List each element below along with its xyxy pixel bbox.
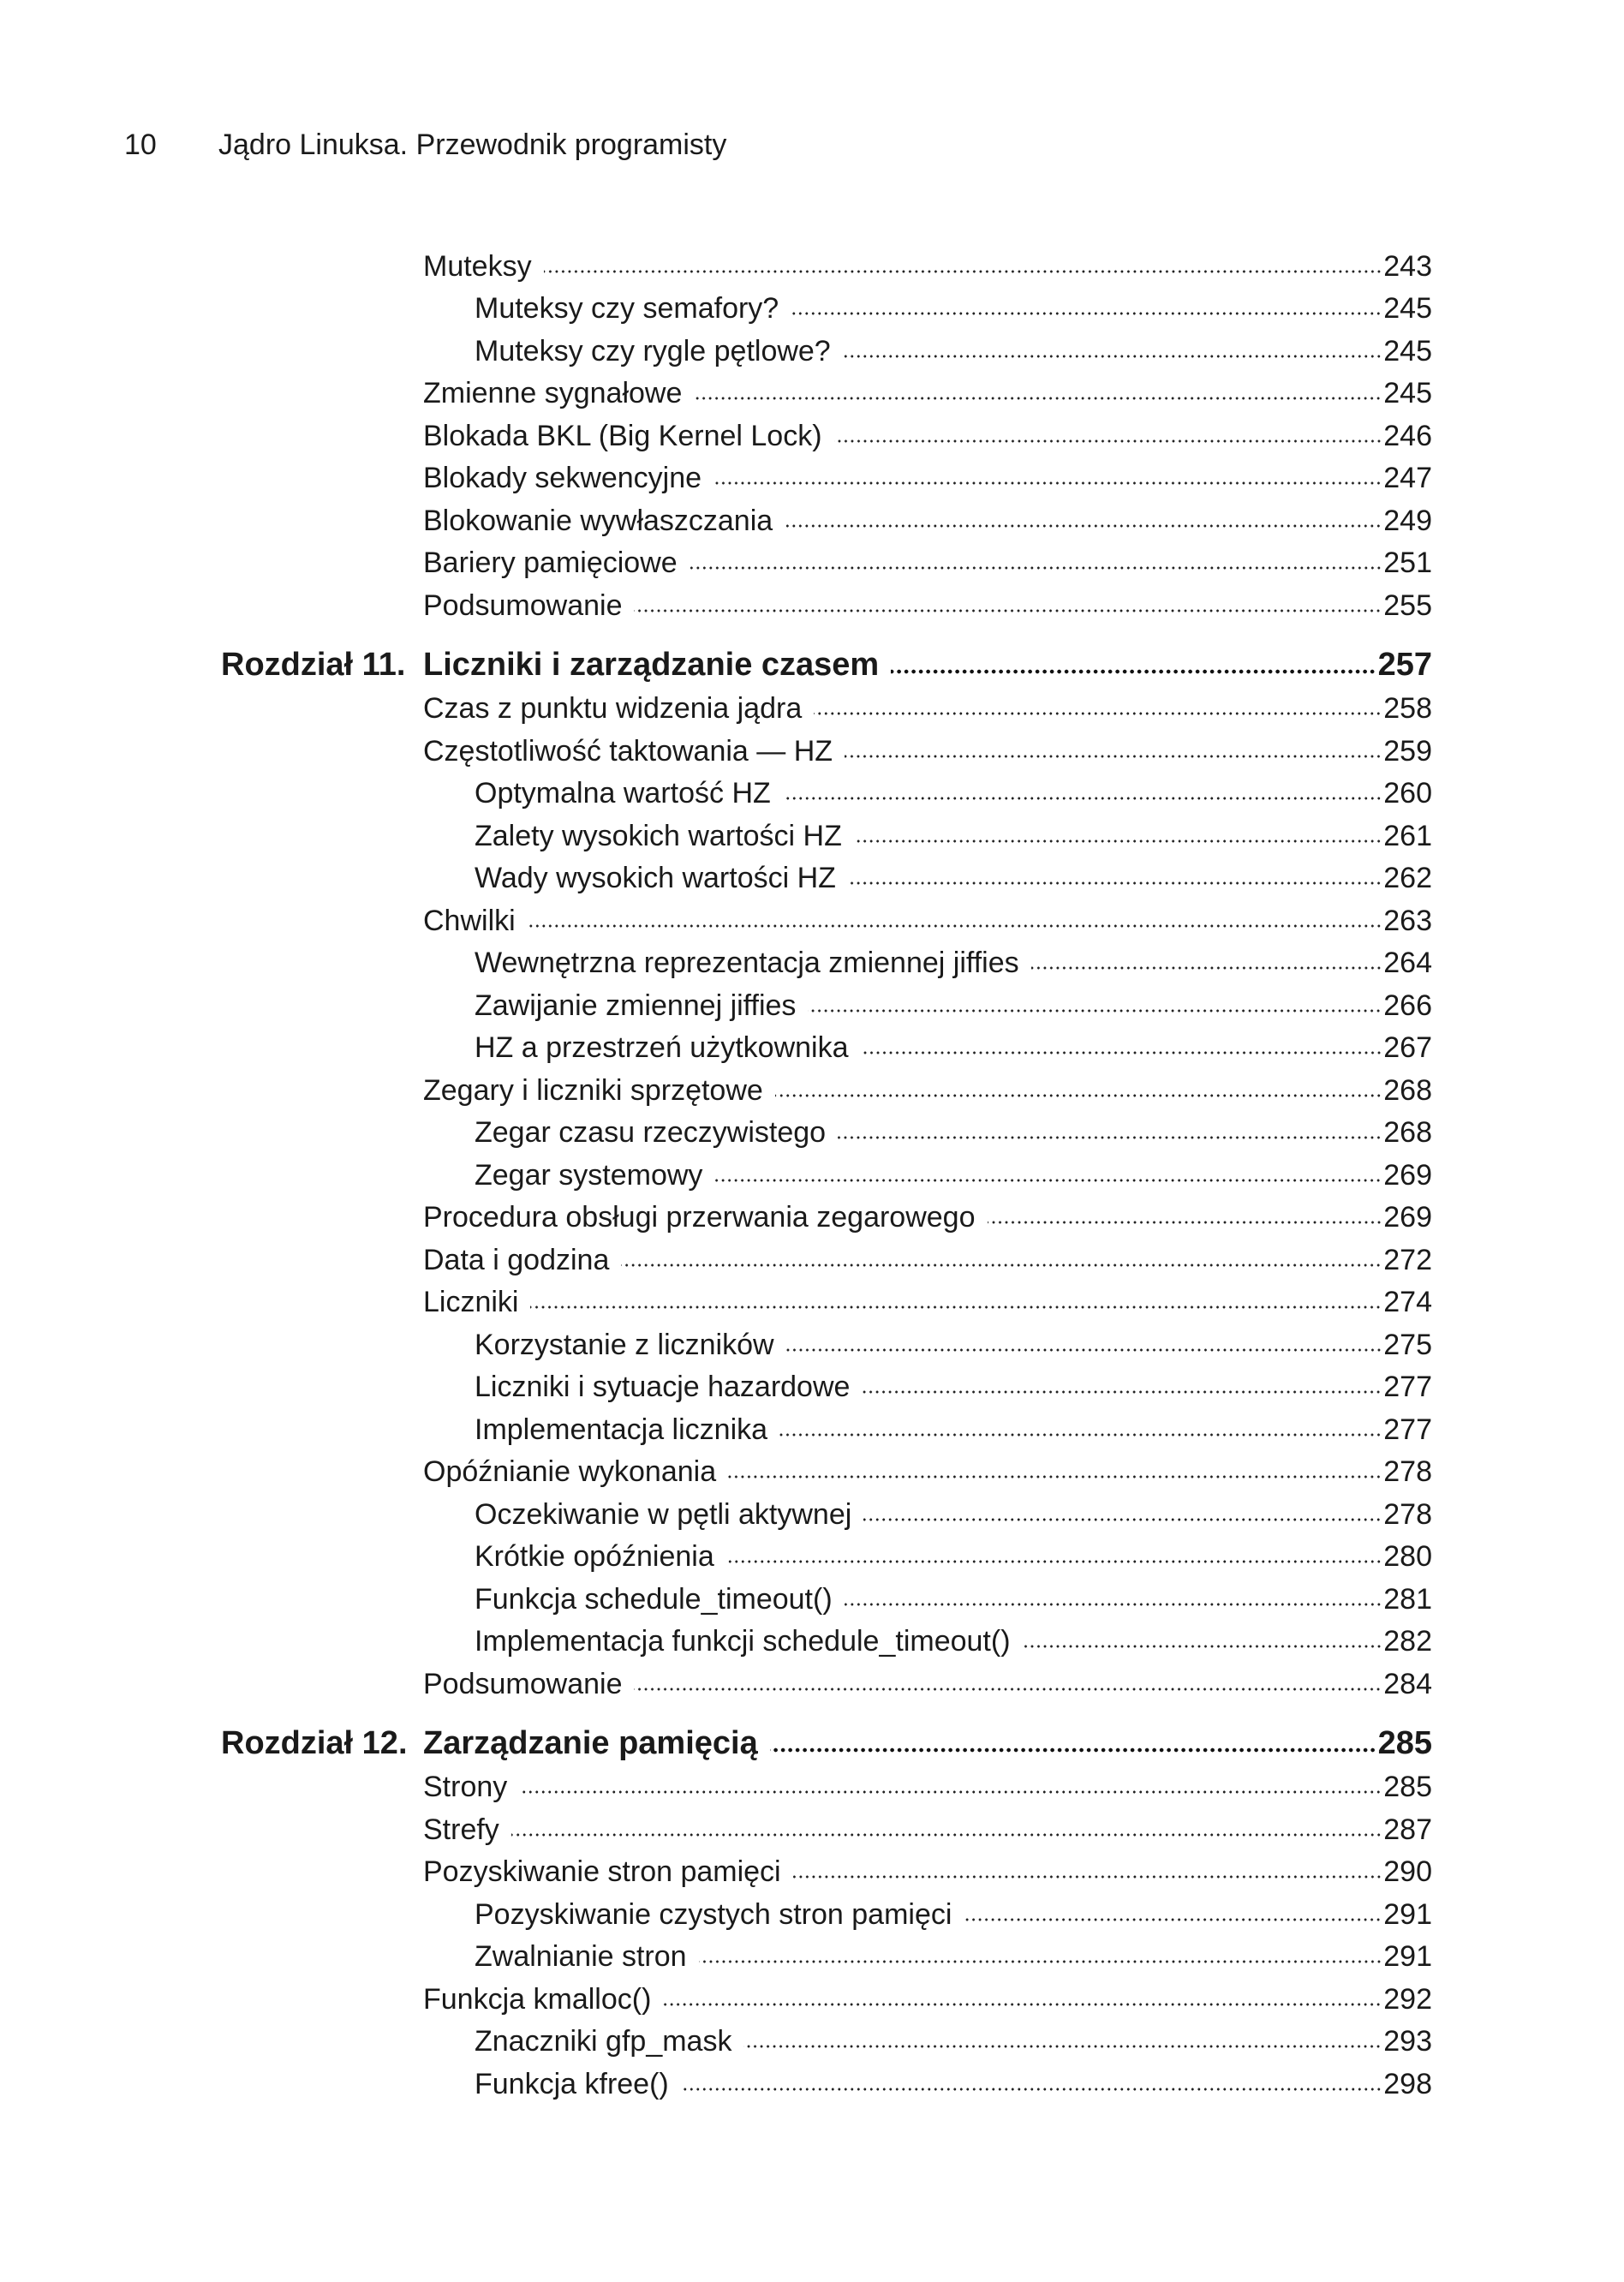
toc-entry [0,1804,1624,1847]
toc-entry-page: 291 [1383,1940,1432,1973]
toc-entry-page: 260 [1383,777,1432,809]
toc-entry [0,1150,1624,1192]
toc-entry-page: 285 [1383,1771,1432,1803]
dot-leader [530,1305,1382,1310]
toc-entry-title: Pozyskiwanie stron pamięci [423,1855,781,1888]
toc-entry-title: Zegar czasu rzeczywistego [475,1116,827,1149]
toc-entry-page: 281 [1383,1582,1432,1616]
dot-leader [793,1874,1382,1879]
toc-entry [0,1277,1624,1320]
toc-entry-page: 262 [1383,862,1432,894]
toc-entry [0,580,1624,623]
toc-entry [0,1932,1624,1974]
toc-entry-title: Krótkie opóźnienia [475,1540,714,1573]
toc-entry [0,768,1624,811]
dot-leader [838,1135,1382,1140]
dot-leader [988,1220,1382,1225]
toc-entry-title: Procedura obsługi przerwania zegarowego [423,1201,976,1234]
toc-entry-page: 268 [1383,1073,1432,1107]
toc-entry [0,810,1624,853]
toc-entry-title: Zmienne sygnałowe [423,377,683,409]
toc-entry [0,1023,1624,1066]
toc-entry-title: Wewnętrzna reprezentacja zmiennej jiffies [475,947,1019,979]
dot-leader [779,1432,1382,1437]
dot-leader [770,1747,1376,1753]
toc-entry-page: 263 [1383,904,1432,937]
toc-entry-page: 246 [1383,419,1432,452]
dot-leader [714,1178,1382,1183]
toc-entry-title: Funkcja kfree() [475,2067,669,2100]
toc-entry [0,2016,1624,2059]
toc-entry-title: Blokowanie wywłaszczania [423,504,773,537]
toc-entry-title: Blokady sekwencyjne [423,462,702,494]
toc-entry-page: 269 [1383,1201,1432,1234]
toc-entry [0,284,1624,326]
toc-entry-page: 280 [1383,1540,1432,1573]
toc-entry [0,1762,1624,1805]
toc-entry-title: Data i godzina [423,1243,610,1276]
toc-entry-page: 277 [1383,1371,1432,1403]
dot-leader [862,1389,1382,1395]
toc-entry-title: Zwalnianie stron [475,1940,687,1973]
toc-chapter-entry [0,1717,1624,1762]
toc-entry [0,1319,1624,1362]
dot-leader [863,1517,1382,1522]
toc-entry-title: Znaczniki gfp_mask [475,2025,732,2058]
dot-leader [891,669,1376,674]
dot-leader [621,1263,1382,1268]
toc-entry-page: 284 [1383,1667,1432,1700]
toc-entry [0,1532,1624,1574]
toc-entry-page: 243 [1383,249,1432,283]
toc-entry-page: 285 [1377,1724,1432,1761]
toc-entry-title: Liczniki i zarządzanie czasem [423,646,880,683]
toc-entry-title: Korzystanie z liczników [475,1328,774,1361]
toc-entry-title: Zalety wysokich wartości HZ [475,819,842,852]
toc-entry-page: 293 [1383,2025,1432,2058]
toc-entry-page: 264 [1383,947,1432,979]
toc-entry-title: Liczniki [423,1286,519,1318]
toc-entry-title: Zawijanie zmiennej jiffies [475,989,797,1022]
toc-entry-page: 278 [1383,1497,1432,1531]
toc-entry-title: Strony [423,1771,508,1803]
dot-leader [848,881,1382,886]
dot-leader [690,565,1382,570]
toc-entry [0,853,1624,896]
toc-entry-page: 245 [1383,292,1432,325]
dot-leader [699,1959,1382,1964]
toc-entry-title: Funkcja kmalloc() [423,1982,652,2016]
dot-leader [785,523,1382,529]
toc-entry-page: 277 [1383,1413,1432,1446]
toc-entry [0,1616,1624,1659]
toc-entry-page: 292 [1383,1982,1432,2016]
toc-entry-title: Pozyskiwanie czystych stron pamięci [475,1897,952,1931]
toc-entry-page: 274 [1383,1286,1432,1318]
toc-entry-title: HZ a przestrzeń użytkownika [475,1031,849,1064]
dot-leader [634,1687,1382,1692]
dot-leader [1023,1644,1382,1649]
dot-leader [634,608,1382,613]
toc-entry-page: 266 [1383,989,1432,1022]
dot-leader [681,2087,1382,2092]
toc-entry-title: Zarządzanie pamięcią [423,1724,758,1761]
toc-entry-page: 269 [1383,1158,1432,1192]
toc-entry-page: 255 [1383,588,1432,622]
toc-entry-page: 268 [1383,1116,1432,1149]
toc-entry-title: Funkcja schedule_timeout() [475,1582,833,1616]
toc-entry-page: 282 [1383,1625,1432,1658]
toc-entry [0,453,1624,496]
dot-leader [743,2044,1382,2049]
dot-leader [1031,965,1382,971]
toc-entry [0,1192,1624,1235]
toc-entry-page: 290 [1383,1855,1432,1888]
toc-entry-title: Wady wysokich wartości HZ [475,862,836,894]
toc-entry-title: Blokada BKL (Big Kernel Lock) [423,419,822,452]
dot-leader [713,481,1382,486]
toc-entry [0,1847,1624,1890]
dot-leader [511,1832,1382,1837]
toc-entry-page: 291 [1383,1897,1432,1931]
toc-entry [0,1447,1624,1490]
toc-entry-page: 247 [1383,462,1432,494]
toc-entry-title: Zegary i liczniki sprzętowe [423,1073,763,1107]
dot-leader [964,1917,1382,1922]
toc-entry-page: 298 [1383,2067,1432,2100]
toc-entry-title: Muteksy czy semafory? [475,292,779,325]
dot-leader [783,796,1382,801]
chapter-number: Rozdział 12. [221,1724,408,1761]
toc-entry [0,326,1624,368]
dot-leader [528,923,1382,929]
toc-entry [0,1658,1624,1701]
toc-entry-title: Chwilki [423,904,516,937]
toc-entry-title: Częstotliwość taktowania — HZ [423,734,833,768]
dot-leader [845,1602,1382,1607]
page-number: 10 [124,128,157,161]
toc-entry-title: Opóźnianie wykonania [423,1455,717,1488]
toc-entry-page: 259 [1383,734,1432,768]
toc-entry [0,726,1624,768]
dot-leader [786,1347,1382,1353]
dot-leader [843,354,1382,359]
dot-leader [726,1559,1382,1564]
toc-entry [0,495,1624,538]
toc-entry-title: Muteksy czy rygle pętlowe? [475,334,831,367]
running-header-title: Jądro Linuksa. Przewodnik programisty [218,128,727,161]
toc-entry-title: Oczekiwanie w pętli aktywnej [475,1497,852,1531]
dot-leader [775,1093,1382,1098]
dot-leader [834,439,1382,444]
dot-leader [814,711,1382,716]
toc-entry [0,895,1624,938]
toc-entry [0,938,1624,981]
toc-entry [0,1065,1624,1108]
toc-entry [0,1974,1624,2016]
toc-chapter-entry [0,639,1624,684]
dot-leader [861,1050,1382,1055]
toc-entry [0,684,1624,726]
dot-leader [519,1789,1382,1795]
dot-leader [791,311,1382,316]
toc-entry-page: 245 [1383,334,1432,367]
toc-entry-page: 249 [1383,504,1432,537]
toc-entry-page: 287 [1383,1813,1432,1846]
toc-entry-page: 258 [1383,692,1432,725]
toc-entry-page: 267 [1383,1031,1432,1064]
toc-entry [0,1234,1624,1277]
toc-entry-title: Muteksy [423,249,532,283]
toc-entry-title: Podsumowanie [423,588,623,622]
toc-entry [0,2058,1624,2101]
toc-entry-page: 257 [1377,646,1432,683]
toc-entry [0,1108,1624,1150]
chapter-number: Rozdział 11. [221,646,406,683]
toc-entry [0,1889,1624,1932]
toc-entry [0,538,1624,581]
toc-entry [0,1404,1624,1447]
toc-entry-page: 251 [1383,547,1432,579]
dot-leader [544,269,1382,274]
toc-entry [0,980,1624,1023]
dot-leader [854,839,1382,844]
table-of-contents [0,241,1624,2101]
toc-entry-page: 272 [1383,1243,1432,1276]
toc-entry-title: Bariery pamięciowe [423,547,678,579]
dot-leader [845,754,1382,759]
dot-leader [694,396,1382,401]
toc-entry-title: Optymalna wartość HZ [475,777,771,809]
dot-leader [728,1474,1382,1479]
toc-entry-title: Czas z punktu widzenia jądra [423,692,803,725]
toc-entry-title: Podsumowanie [423,1667,623,1700]
dot-leader [808,1008,1382,1013]
toc-entry-page: 261 [1383,819,1432,852]
toc-entry [0,1574,1624,1616]
toc-entry-page: 278 [1383,1455,1432,1488]
toc-entry [0,368,1624,411]
toc-entry [0,410,1624,453]
toc-entry-page: 245 [1383,377,1432,409]
toc-entry-title: Liczniki i sytuacje hazardowe [475,1371,851,1403]
toc-entry [0,1362,1624,1405]
toc-entry-title: Implementacja licznika [475,1413,768,1446]
toc-entry-title: Implementacja funkcji schedule_timeout() [475,1625,1011,1658]
toc-entry [0,1489,1624,1532]
toc-entry-page: 275 [1383,1328,1432,1361]
toc-entry-title: Strefy [423,1813,499,1846]
dot-leader [663,2002,1382,2007]
toc-entry-title: Zegar systemowy [475,1158,703,1192]
toc-entry [0,241,1624,284]
